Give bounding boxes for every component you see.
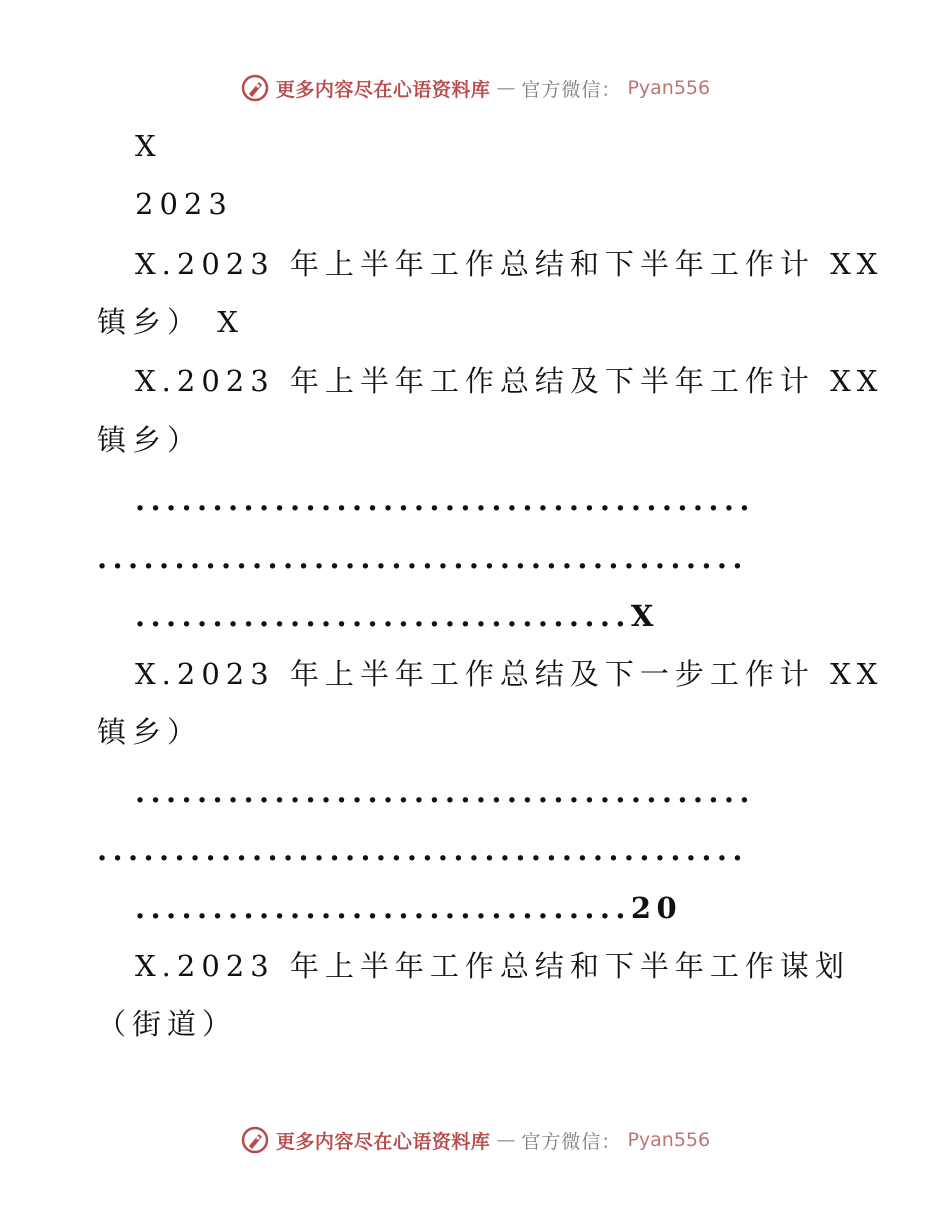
toc-entry: X.2023 年上半年工作总结和下半年工作计 XX <box>135 247 884 281</box>
watermark-wechat-id: Pyan556 <box>627 77 711 99</box>
watermark-contact-prefix: 官方微信： <box>521 78 622 101</box>
footer-watermark <box>0 1122 950 1158</box>
watermark-dash: — <box>496 77 516 99</box>
toc-entry: X.2023 年上半年工作总结及下一步工作计 XX <box>135 657 884 691</box>
toc-leader-page: ................................X <box>135 599 659 633</box>
toc-entry-cont: 镇乡） <box>97 423 203 457</box>
toc-line: X <box>135 129 162 163</box>
pen-nib-logo-icon <box>240 1125 270 1155</box>
watermark-brand: 更多内容尽在心语资料库 <box>275 78 491 101</box>
toc-entry: X.2023 年上半年工作总结及下半年工作计 XX <box>135 364 884 398</box>
toc-leader: .......................................... <box>97 833 748 867</box>
toc-leader: ........................................ <box>135 775 755 809</box>
toc-entry-cont: 镇乡） <box>97 715 203 749</box>
watermark-wechat-id: Pyan556 <box>627 1129 711 1151</box>
toc-leader: ........................................ <box>135 483 755 517</box>
toc-line: 2023 <box>135 187 233 221</box>
toc-leader-page: ................................20 <box>135 891 683 925</box>
toc-entry-cont: 镇乡） X <box>97 305 244 339</box>
toc-entry: X.2023 年上半年工作总结和下半年工作谋划 <box>135 949 850 983</box>
toc-leader: .......................................... <box>97 541 748 575</box>
toc-entry-cont: （街道） <box>97 1007 238 1041</box>
watermark-contact-prefix: 官方微信： <box>521 1130 622 1153</box>
watermark-brand: 更多内容尽在心语资料库 <box>275 1130 491 1153</box>
watermark-dash: — <box>496 1129 516 1151</box>
